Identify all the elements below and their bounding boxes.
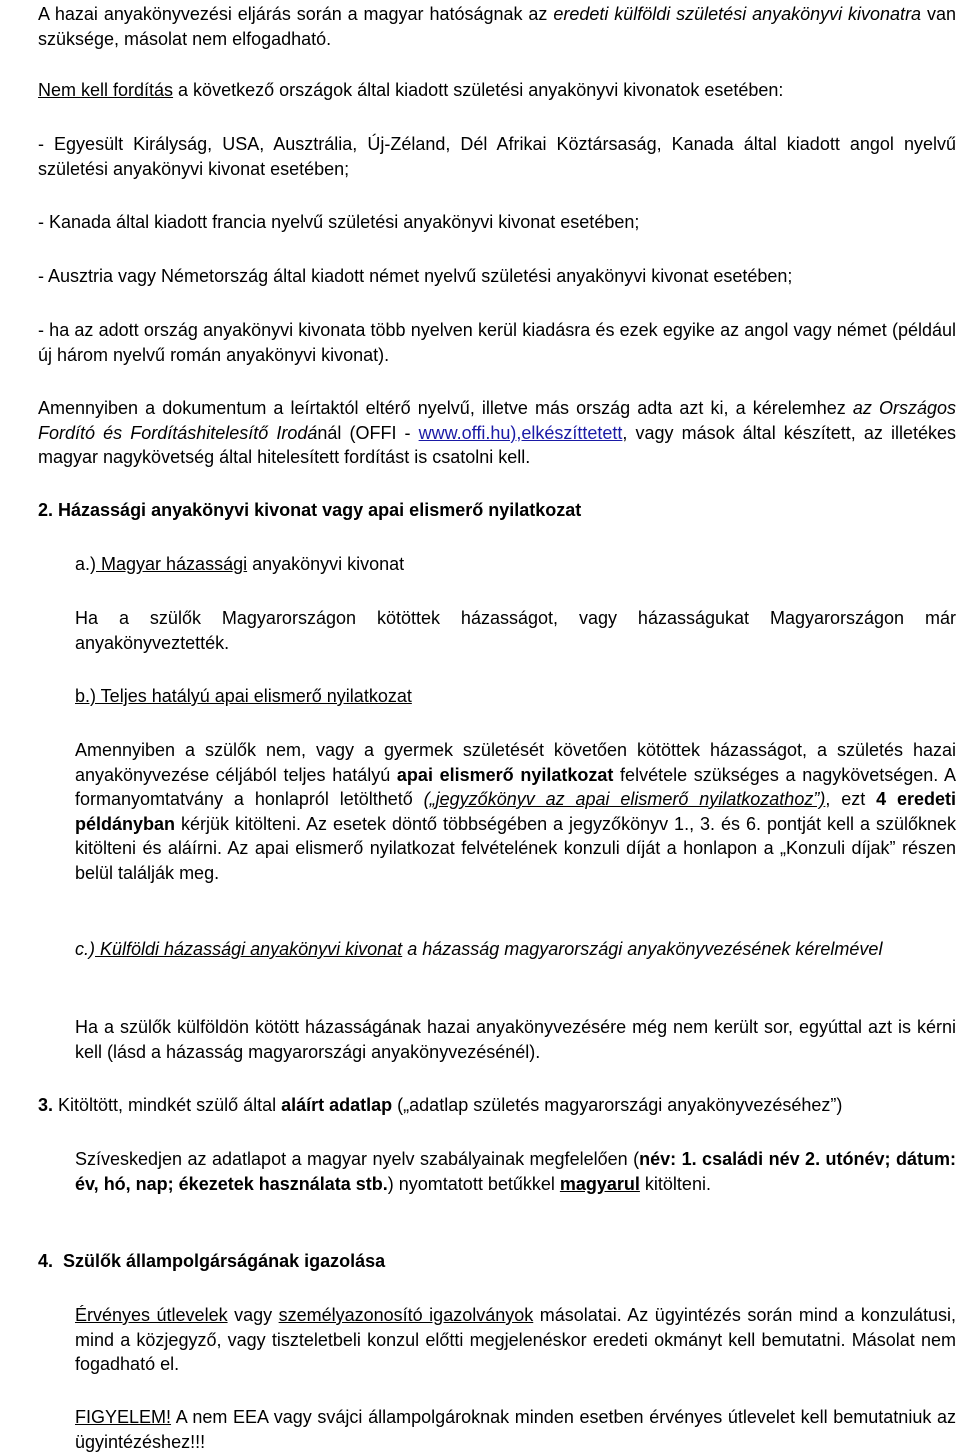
section-2b-text-1: Amennyiben a szülők nem, vagy a gyermek születését követően kötöttek házasságot, a születés hazai anyakönyvezése céljából teljes hatályú bbox=[75, 740, 956, 785]
list-item-french: - Kanada által kiadott francia nyelvű születési anyakönyvi kivonat esetében; bbox=[38, 212, 640, 232]
section-3-body-text-1: Szíveskedjen az adatlapot a magyar nyelv szabályainak megfelelően ( bbox=[75, 1149, 640, 1169]
offi-link[interactable]: www.offi.hu),elkészíttetett bbox=[418, 422, 623, 443]
intro-paragraph bbox=[38, 2, 956, 51]
intro-text: A hazai anyakönyvezési eljárás során a magyar hatóságnak az bbox=[38, 4, 554, 24]
warning-label: FIGYELEM! bbox=[75, 1407, 172, 1427]
section-4-text-1: vagy bbox=[227, 1305, 279, 1325]
no-translation-rest: a következő országok által kiadott születési anyakönyvi kivonatok esetében: bbox=[173, 80, 784, 100]
section-3-heading bbox=[38, 1093, 956, 1118]
section-2a-title bbox=[75, 552, 956, 577]
no-translation-lead: Nem kell fordítás bbox=[38, 80, 174, 100]
section-3-text-1: Kitöltött, mindkét szülő által bbox=[53, 1095, 282, 1115]
section-2b-bold-2: 4 eredeti példányban bbox=[75, 789, 957, 834]
no-translation-intro bbox=[38, 78, 956, 103]
section-4-heading: 4. Szülők állampolgárságának igazolása bbox=[38, 1251, 386, 1271]
section-2b-text-3: , ezt bbox=[825, 789, 877, 809]
section-3-body bbox=[75, 1147, 956, 1196]
translation-text: Amennyiben a dokumentum a leírtaktól eltérő nyelvű, illetve más ország adta azt ki, a kérelemhez bbox=[38, 398, 853, 418]
section-2c-body: Ha a szülők külföldön kötött házasságának hazai anyakönyvezésére még nem került sor, egyúttal azt is kérni kell (lásd a házasság magyarországi anyakönyvezésénél). bbox=[75, 1017, 956, 1062]
section-4-passports: Érvényes útlevelek bbox=[75, 1305, 228, 1325]
section-3-body-text-2: ) nyomtatott betűkkel bbox=[387, 1173, 560, 1194]
list-item-multilingual: - ha az adott ország anyakönyvi kivonata több nyelven kerül kiadásra és ezek egyike az angol vagy német (például új három nyelvű román anyakönyvi kivonat). bbox=[38, 320, 956, 365]
translation-note bbox=[38, 396, 956, 470]
section-2c-title-underlined: Külföldi házassági anyakönyvi kivonat bbox=[95, 939, 403, 959]
section-2b-form-name: („jegyzőkönyv az apai elismerő nyilatkozathoz”) bbox=[423, 789, 826, 809]
intro-text-end: van szüksége, másolat nem elfogadható. bbox=[38, 4, 956, 49]
list-item-german: - Ausztria vagy Németország által kiadott német nyelvű születési anyakönyvi kivonat esetében; bbox=[38, 266, 793, 286]
section-2b-text-2: felvétele szükséges a nagykövetségen. A formanyomtatvány a honlapról letölthető bbox=[75, 764, 956, 809]
section-3-bold: aláírt adatlap bbox=[281, 1095, 393, 1115]
section-2b-body bbox=[75, 738, 956, 885]
section-4-id-cards: személyazonosító igazolványok bbox=[278, 1305, 534, 1325]
section-2a-body: Ha a szülők Magyarországon kötöttek házasságot, vagy házasságukat Magyarországon már anyakönyveztették. bbox=[75, 608, 956, 653]
section-2c-title-rest: a házasság magyarországi anyakönyvezésének kérelmével bbox=[402, 939, 883, 959]
section-3-body-bold: név: 1. családi név 2. utónév; dátum: év, hó, nap; ékezetek használata stb. bbox=[75, 1149, 956, 1194]
section-3-text-2: („adatlap születés magyarországi anyakönyvezéséhez”) bbox=[392, 1095, 843, 1115]
intro-italic-text: eredeti külföldi születési anyakönyvi kivonatra bbox=[553, 4, 922, 24]
section-4-body bbox=[75, 1303, 956, 1377]
translation-text-3: , vagy mások által készített, az illetékes magyar nagykövetség által hitelesített fordítást is csatolni kell. bbox=[38, 422, 956, 467]
warning-text: A nem EEA vagy svájci állampolgároknak minden esetben érvényes útlevelet kell bemutatniuk az ügyintézéshez!!! bbox=[75, 1407, 956, 1452]
section-2c-title bbox=[75, 937, 956, 962]
section-2a-title-underlined: Magyar házassági bbox=[96, 554, 248, 574]
section-3-body-magyarul: magyarul bbox=[559, 1173, 640, 1194]
section-2a-prefix: a.) bbox=[75, 554, 97, 574]
offi-name: az Országos Fordító és Fordításhitelesítő Irodá bbox=[38, 398, 956, 443]
section-2b-bold-1: apai elismerő nyilatkozat bbox=[396, 764, 614, 785]
section-2b-title: b.) Teljes hatályú apai elismerő nyilatkozat bbox=[75, 686, 412, 706]
section-4-text-2: másolatai. Az ügyintézés során mind a konzulátusi, mind a közjegyző, vagy tiszteletbeli konzul előtti megjelenéskor eredeti okmányt kell bemutatni. Másolat nem fogadható el. bbox=[75, 1305, 956, 1374]
section-2a-title-rest: anyakönyvi kivonat bbox=[247, 554, 405, 574]
section-3-number: 3. bbox=[38, 1095, 54, 1115]
translation-text-2: nál (OFFI - bbox=[317, 422, 419, 443]
section-2-heading: 2. Házassági anyakönyvi kivonat vagy apai elismerő nyilatkozat bbox=[38, 500, 582, 520]
section-2c-prefix: c.) bbox=[75, 939, 95, 959]
section-3-body-text-3: kitölteni. bbox=[639, 1173, 711, 1194]
list-item-english: - Egyesült Királyság, USA, Ausztrália, Új-Zéland, Dél Afrikai Köztársaság, Kanada által kiadott angol nyelvű születési anyakönyvi kivonat esetében; bbox=[38, 134, 956, 179]
section-4-warning bbox=[75, 1405, 956, 1454]
section-2b-text-4: kérjük kitölteni. Az esetek döntő többségében a jegyzőkönyv 1., 3. és 6. pontját kell a szülőknek kitölteni és aláírni. Az apai elismerő nyilatkozat felvételének konzuli díját a honlapon a „Konzuli díjak” részen belül találják meg. bbox=[75, 813, 956, 883]
